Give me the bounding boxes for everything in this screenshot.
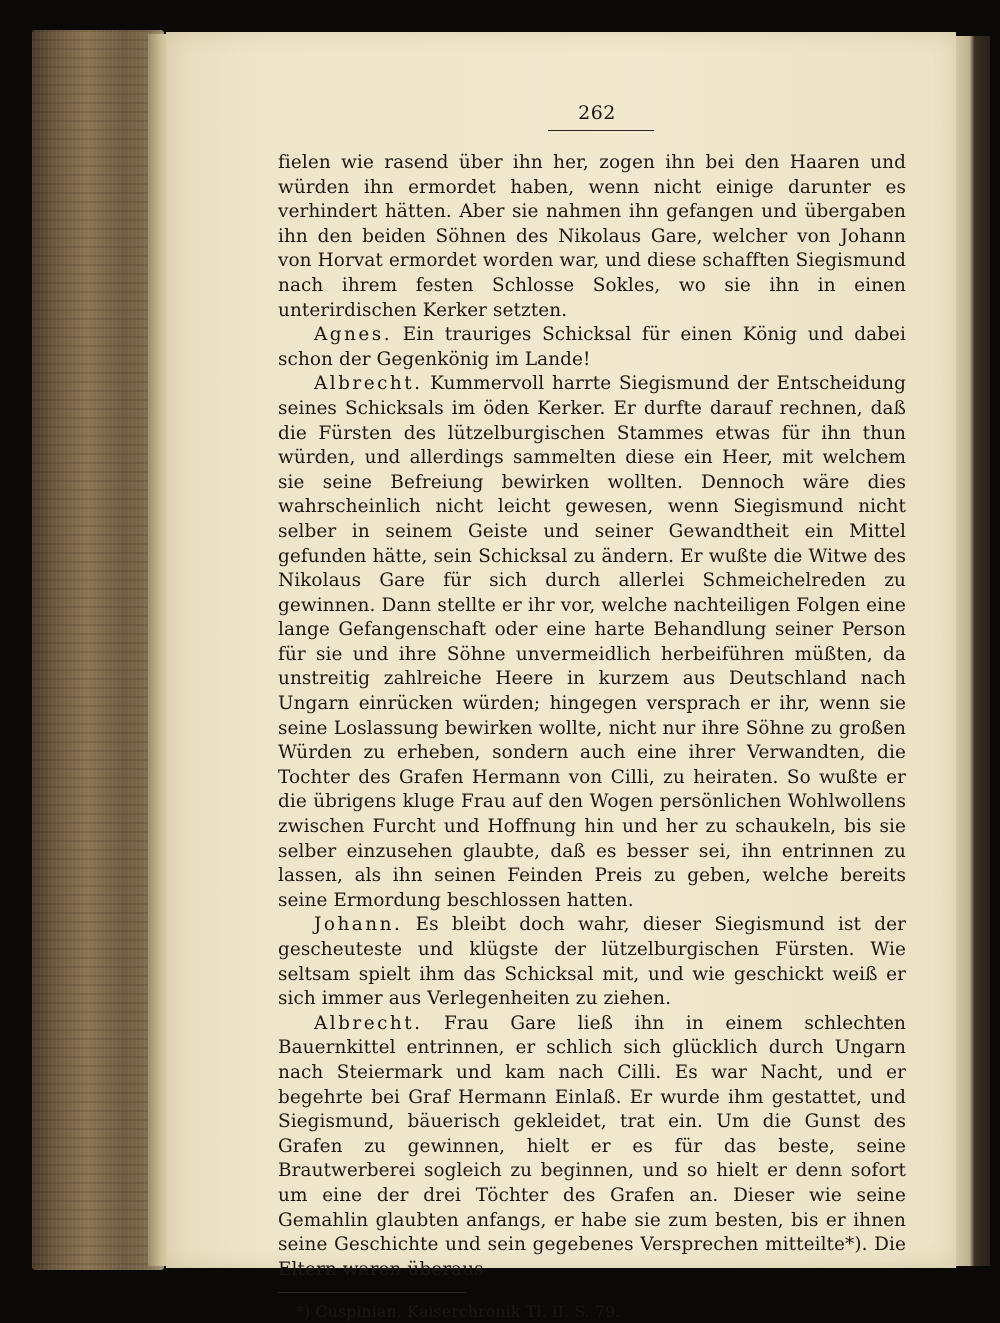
page-content bbox=[278, 102, 906, 1323]
book-right-edge bbox=[956, 36, 990, 1266]
page-number-rule bbox=[548, 130, 654, 131]
page-number: 262 bbox=[578, 102, 616, 124]
book-fore-edge bbox=[32, 30, 164, 1270]
paragraph-albrecht-1 bbox=[278, 372, 906, 913]
paragraph-text: Kummervoll harrte Siegismund der Entscheidung seines Schicksals im öden Kerker. Er durfte darauf rechnen, daß die Fürsten des lützelburgischen Stammes etwas für ihn thun würden, und allerdings sammelten diese ein Heer, mit welchem sie seine Befreiung bewirken wollten. Dennoch wäre dies wahrscheinlich nicht leicht gewesen, wenn Siegismund nicht selber in seinem Geiste und seiner Gewandtheit ein Mittel gefunden hätte, sein Schicksal zu ändern. Er wußte die Witwe des Nikolaus Gare für sich durch allerlei Schmeichelreden zu gewinnen. Dann stellte er ihr vor, welche nachteiligen Folgen eine lange Gefangenschaft oder eine harte Behandlung seiner Person für sie und ihre Söhne unvermeidlich herbeiführen müßten, da unstreitig zahlreiche Heere in kurzem aus Deutschland nach Ungarn einrücken würden; hingegen versprach er ihr, wenn sie seine Loslassung bewirken wollte, nicht nur ihre Söhne zu großen Würden zu erheben, sondern auch eine ihrer Verwandten, die Tochter des Grafen Hermann von Cilli, zu heiraten. So wußte er die übrigens kluge Frau auf den Wogen persönlichen Wohlwollens zwischen Furcht und Hoffnung hin und her zu schaukeln, bis sie selber einzusehen glaubte, daß es besser sei, ihn entrinnen zu lassen, als ihn seinen Feinden Preis zu geben, welche bereits seine Ermordung beschlossen hatten. bbox=[278, 373, 906, 911]
paragraph-text: Ein trauriges Schicksal für einen König und dabei schon der Gegenkönig im Lande! bbox=[278, 324, 906, 370]
paragraph-albrecht-2 bbox=[278, 1012, 906, 1283]
speaker-name: Albrecht. bbox=[314, 373, 423, 395]
paragraph-agnes bbox=[278, 323, 906, 372]
paragraph-text: Es bleibt doch wahr, dieser Siegismund ist der gescheuteste und klügste der lützelburgischen Fürsten. Wie seltsam spielt ihm das Schicksal mit, und wie geschickt weiß er sich immer aus Verlegenheiten zu ziehen. bbox=[278, 914, 906, 1010]
paragraph-johann bbox=[278, 913, 906, 1011]
paragraph-continuation bbox=[278, 151, 906, 323]
footnote: *) Cuspinian, Kaiserchronik Tl. II. S. 79. bbox=[296, 1302, 621, 1322]
speaker-name: Albrecht. bbox=[314, 1012, 423, 1034]
paragraph-text: fielen wie rasend über ihn her, zogen ihn bei den Haaren und würden ihn ermordet haben, wenn nicht einige darunter es verhindert hätten. Aber sie nahmen ihn gefangen und übergaben ihn den beiden Söhnen des Nikolaus Gare, welcher von Johann von Horvat ermordet worden war, und diese schafften Siegismund nach ihrem festen Schlosse Sokles, wo sie ihn in einen unterirdischen Kerker setzten. bbox=[278, 152, 906, 321]
paragraph-text: Frau Gare ließ ihn in einem schlechten Bauernkittel entrinnen, er schlich sich glücklich durch Ungarn nach Steiermark und kam nach Cilli. Es war Nacht, und er begehrte bei Graf Hermann Einlaß. Er wurde ihm gestattet, und Siegismund, bäuerisch gekleidet, trat ein. Um die Gunst des Grafen zu gewinnen, hielt er es für das beste, seine Brautwerberei sogleich zu beginnen, und so hielt er denn sofort um eine der drei Töchter des Grafen an. Dieser wie seine Gemahlin glaubten anfangs, er habe sie zum besten, bis er ihnen seine Geschichte und sein gegebenes Versprechen mitteilte*). Die Eltern waren überaus bbox=[278, 1012, 906, 1280]
speaker-name: Agnes. bbox=[314, 324, 393, 346]
book-page bbox=[166, 32, 956, 1322]
footnote-rule bbox=[278, 1292, 466, 1293]
speaker-name: Johann. bbox=[314, 914, 403, 936]
